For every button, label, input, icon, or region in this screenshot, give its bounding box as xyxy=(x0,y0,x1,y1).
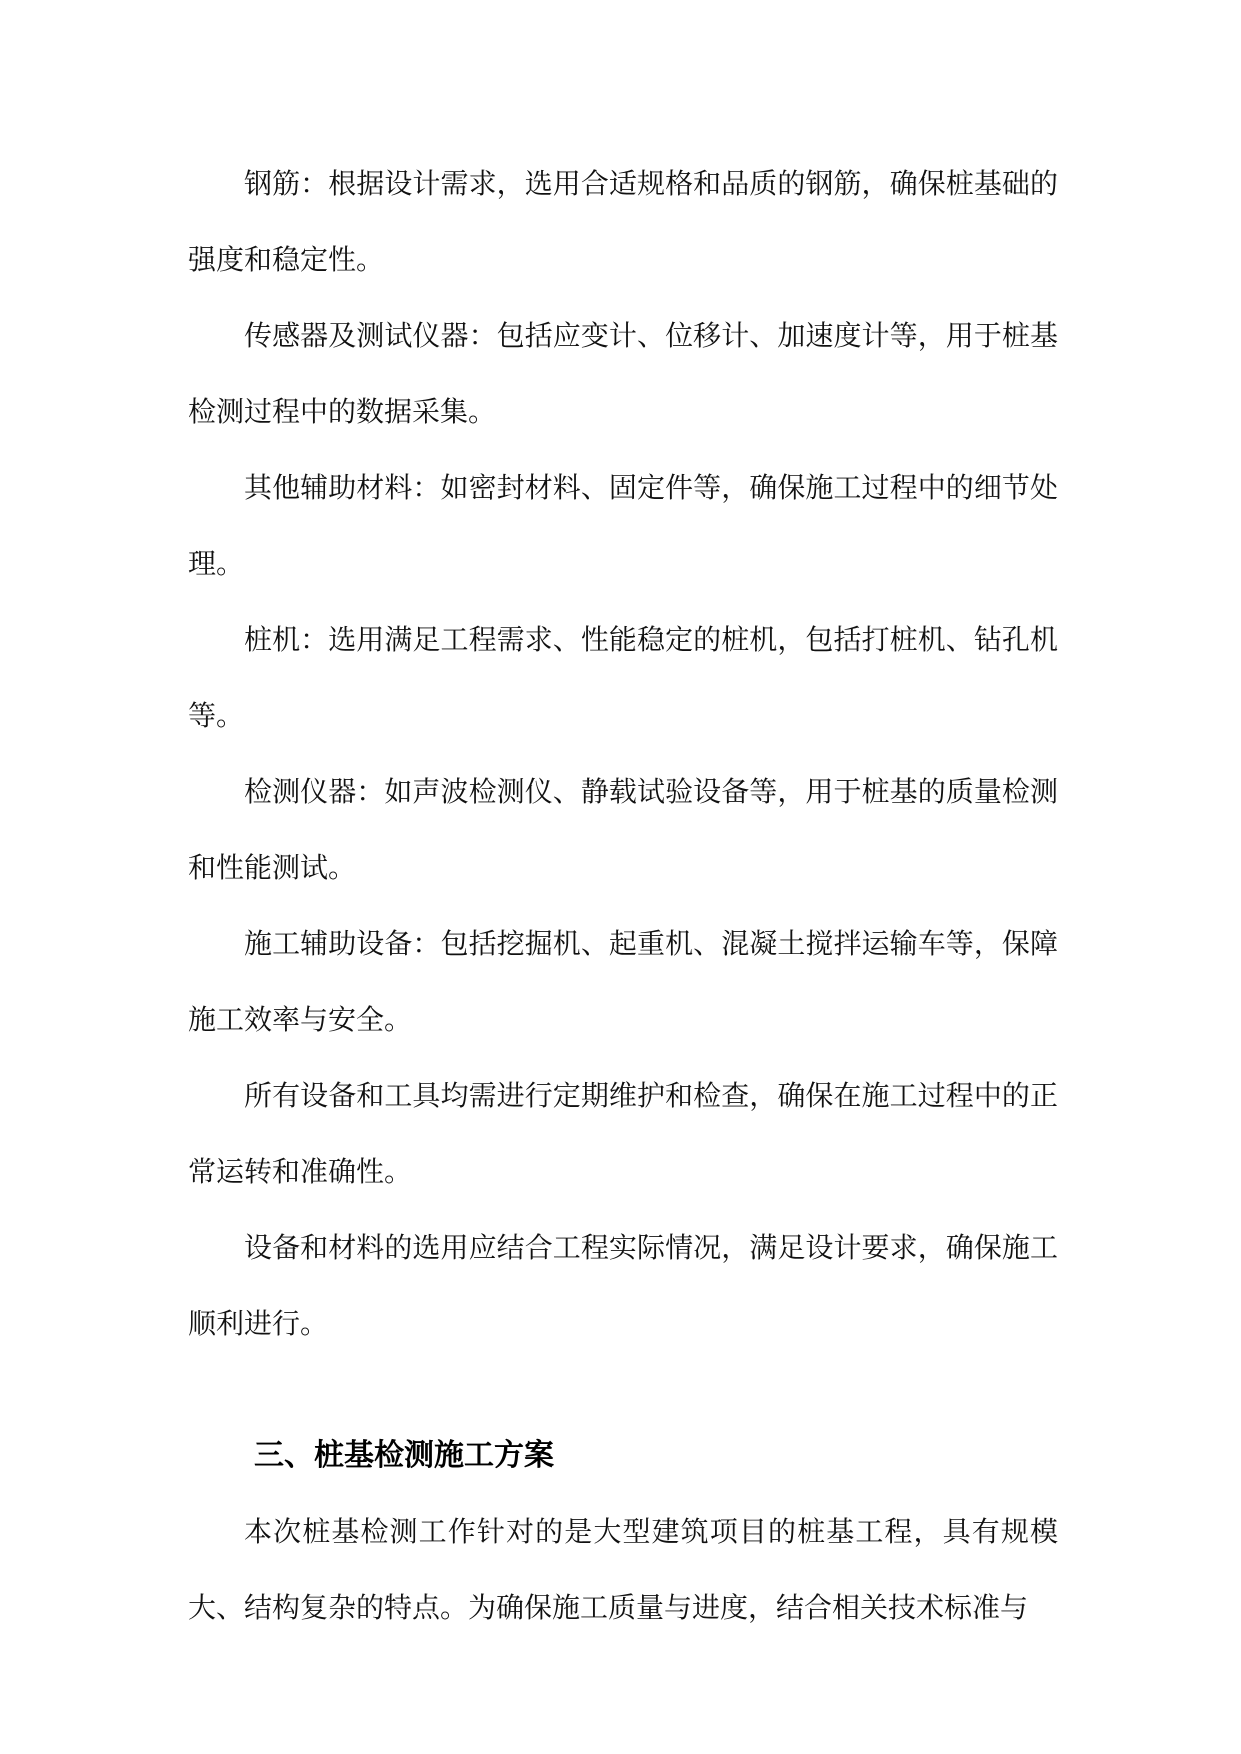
paragraph-rebar: 钢筋：根据设计需求，选用合适规格和品质的钢筋，确保桩基础的强度和稳定性。 xyxy=(188,167,1058,276)
paragraph-testing-instruments: 检测仪器：如声波检测仪、静载试验设备等，用于桩基的质量检测和性能测试。 xyxy=(188,775,1058,884)
paragraph-maintenance: 所有设备和工具均需进行定期维护和检查，确保在施工过程中的正常运转和准确性。 xyxy=(188,1079,1058,1188)
paragraph-auxiliary-materials: 其他辅助材料：如密封材料、固定件等，确保施工过程中的细节处理。 xyxy=(188,471,1058,580)
paragraph-sensors: 传感器及测试仪器：包括应变计、位移计、加速度计等，用于桩基检测过程中的数据采集。 xyxy=(188,319,1058,428)
paragraph-pile-machine: 桩机：选用满足工程需求、性能稳定的桩机，包括打桩机、钻孔机等。 xyxy=(188,623,1058,732)
paragraph-construction-equipment: 施工辅助设备：包括挖掘机、起重机、混凝土搅拌运输车等，保障施工效率与安全。 xyxy=(188,927,1058,1036)
document-body xyxy=(188,146,1058,1646)
paragraph-selection: 设备和材料的选用应结合工程实际情况，满足设计要求，确保施工顺利进行。 xyxy=(188,1231,1058,1340)
section-paragraph: 本次桩基检测工作针对的是大型建筑项目的桩基工程，具有规模大、结构复杂的特点。为确保施工质量与进度，结合相关技术标准与 xyxy=(188,1515,1058,1624)
section-heading: 三、桩基检测施工方案 xyxy=(254,1438,554,1473)
